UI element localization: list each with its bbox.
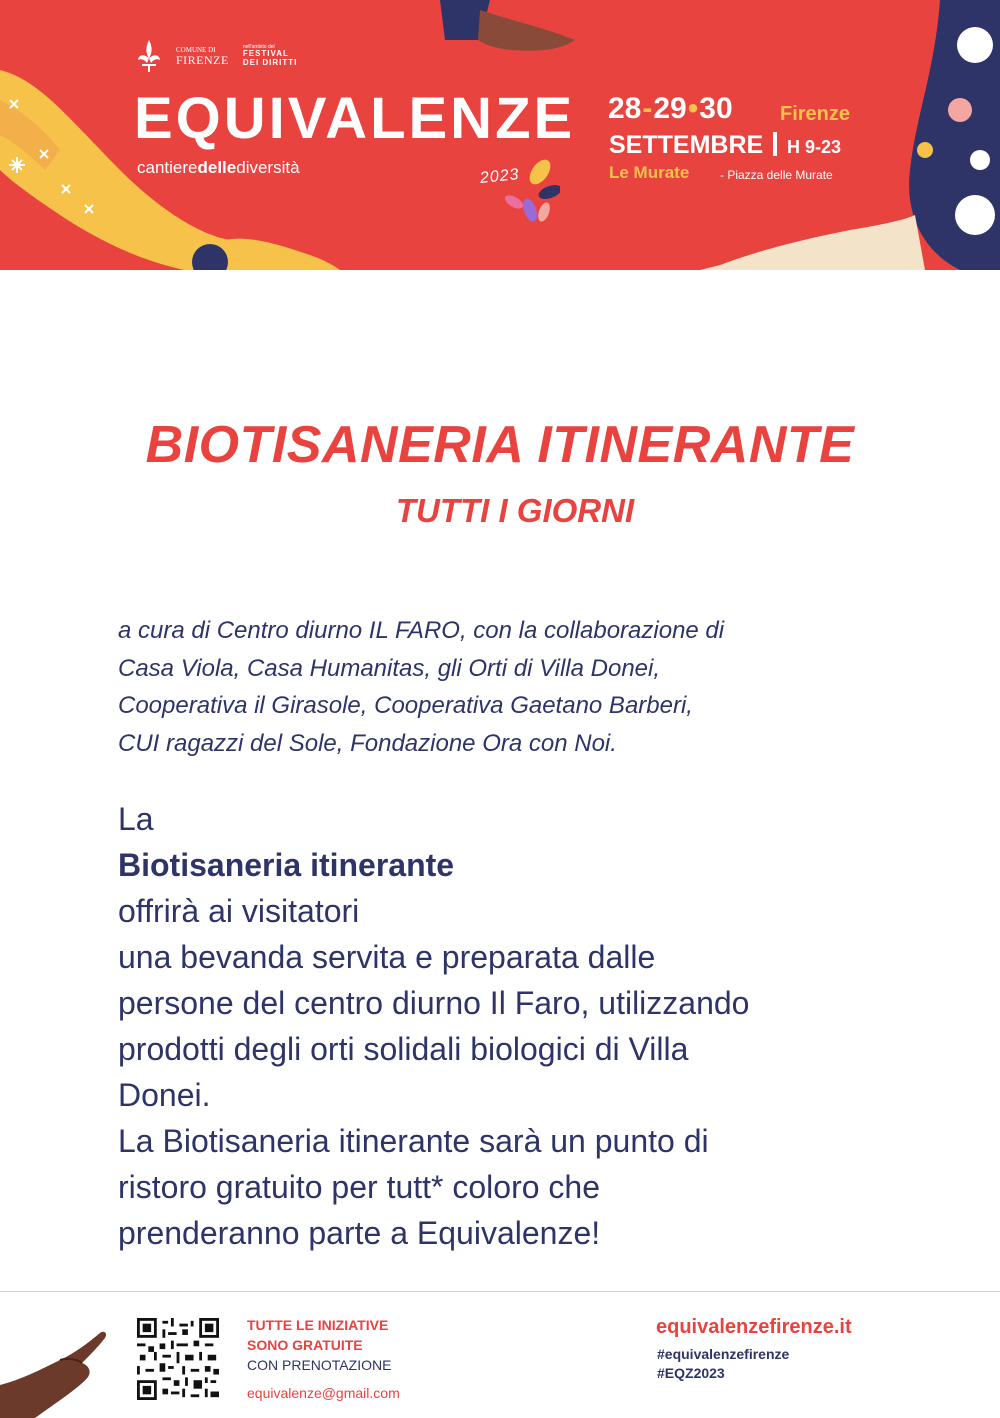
tagline-part: cantiere — [137, 158, 198, 177]
date-day: 30 — [699, 92, 733, 125]
event-venue: Le Murate — [609, 163, 690, 182]
credits-line: Cooperativa il Girasole, Cooperativa Gaetano Barberi, — [118, 692, 693, 719]
comune-label: COMUNE DI — [176, 45, 216, 54]
festival-line1: FESTIVAL — [242, 49, 289, 59]
description-line: La Biotisaneria itinerante sarà un punto di — [118, 1123, 709, 1159]
tagline-part: diversità — [236, 158, 300, 177]
description-line: persone del centro diurno Il Faro, utilizzando — [118, 985, 750, 1021]
brand-tagline — [137, 158, 300, 178]
tagline-part: delle — [197, 158, 237, 177]
event-month: SETTEMBRE — [609, 131, 764, 159]
festival-line2: DEI DIRITTI — [242, 57, 298, 67]
date-separator: • — [687, 92, 699, 125]
description-highlight: Biotisaneria itinerante — [118, 847, 455, 883]
festival-small-label: nell'ambito del — [242, 43, 275, 50]
partner-logos — [136, 38, 297, 74]
event-address: - Piazza delle Murate — [720, 168, 833, 182]
credits-line: CUI ragazzi del Sole, Fondazione Ora con Noi. — [118, 729, 617, 757]
event-hours: H 9-23 — [787, 137, 842, 157]
info-free-line1: TUTTE LE INIZIATIVE — [247, 1317, 389, 1333]
description-text: offrirà ai visitatori — [118, 893, 360, 929]
contact-email[interactable]: equivalenze@gmail.com — [247, 1385, 400, 1401]
description-line: Donei. — [118, 1077, 211, 1113]
description-line: prodotti degli orti solidali biologici di Villa — [118, 1031, 689, 1067]
credits-line: a cura di Centro diurno IL FARO, con la collaborazione di — [118, 617, 725, 644]
hand-illustration — [0, 1325, 115, 1418]
event-dates — [608, 94, 733, 124]
festival-diritti-logo — [243, 45, 298, 67]
info-free-line2: SONO GRATUITE — [247, 1337, 363, 1353]
info-booking: CON PRENOTAZIONE — [247, 1357, 392, 1373]
credits-line: Casa Viola, Casa Humanitas, gli Orti di Villa Donei, — [118, 654, 661, 682]
description-line: una bevanda servita e preparata dalle — [118, 939, 656, 975]
website-link[interactable]: equivalenzefirenze.it — [656, 1316, 852, 1338]
hashtag: #EQZ2023 — [657, 1365, 725, 1381]
fleur-de-lis-icon — [136, 38, 162, 74]
brand-title: EQUIVALENZE — [134, 86, 576, 151]
description-line: prenderanno parte a Equivalenze! — [118, 1215, 601, 1251]
hashtags — [657, 1345, 789, 1383]
page-title: BIOTISANERIA ITINERANTE — [145, 416, 855, 474]
header-banner — [0, 0, 1000, 270]
description-line — [118, 796, 938, 934]
page-subtitle: TUTTI I GIORNI — [395, 492, 635, 529]
comune-firenze-logo — [176, 47, 229, 66]
divider — [773, 132, 777, 156]
description-line: ristoro gratuito per tutt* coloro che — [118, 1169, 601, 1205]
date-day: 28 — [608, 92, 642, 125]
edition-year: 2023 — [479, 165, 521, 188]
city-label: FIRENZE — [176, 52, 229, 67]
footer-divider — [0, 1291, 1000, 1292]
date-separator: - — [642, 92, 653, 125]
credits-paragraph — [118, 612, 898, 762]
qr-code[interactable] — [137, 1318, 219, 1400]
description-text: La — [118, 801, 154, 837]
footer-info — [247, 1315, 400, 1403]
date-day: 29 — [653, 92, 687, 125]
leaves-icon — [500, 158, 560, 228]
description-paragraph — [118, 796, 938, 1256]
hashtag: #equivalenzefirenze — [657, 1346, 790, 1362]
event-city: Firenze — [780, 103, 851, 125]
